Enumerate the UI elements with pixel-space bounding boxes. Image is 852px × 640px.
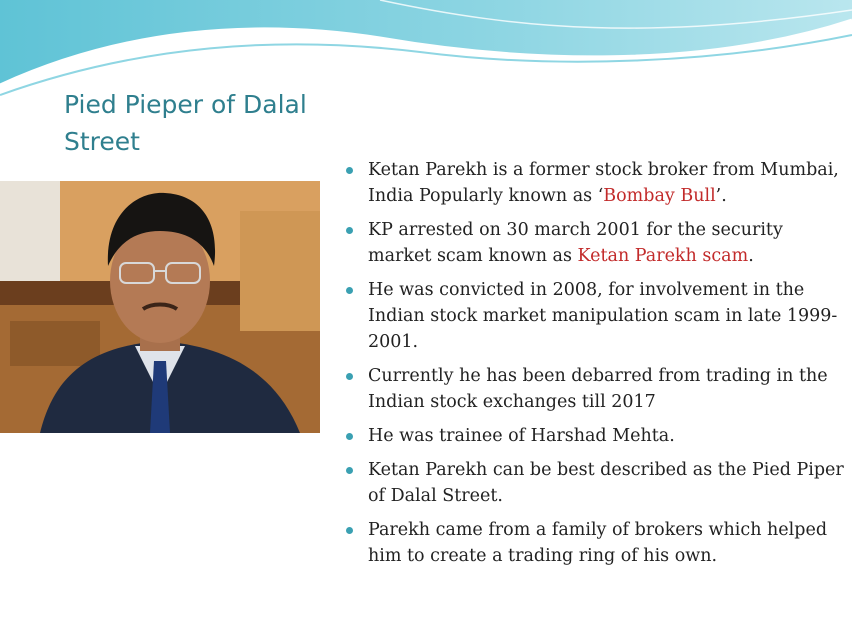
bullet-dot-icon: [346, 287, 353, 294]
portrait-photo: [0, 181, 320, 433]
bullet-dot-icon: [346, 227, 353, 234]
bullet-dot-icon: [346, 527, 353, 534]
bullet-item: [346, 157, 846, 209]
bullet-dot-icon: [346, 467, 353, 474]
bullet-highlight: Bombay Bull: [603, 186, 716, 206]
bullet-text: Parekh came from a family of brokers which helped him to create a trading ring of his own.: [368, 520, 828, 566]
bullet-dot-icon: [346, 373, 353, 380]
bullet-item: [346, 457, 846, 509]
slide-title: Pied Pieper of Dalal Street: [64, 90, 307, 156]
bullet-text: Ketan Parekh can be best described as the Pied Piper of Dalal Street.: [368, 460, 844, 506]
bullet-text-end: .: [748, 246, 754, 266]
bullet-list: [346, 157, 846, 577]
bullet-text: Ketan Parekh is a former stock broker from Mumbai, India Popularly known as ‘: [368, 160, 839, 206]
bullet-text: KP arrested on 30 march 2001 for the security market scam known as: [368, 220, 783, 266]
bullet-text-end: ’.: [715, 186, 727, 206]
bullet-highlight: Ketan Parekh scam: [577, 246, 749, 266]
bullet-text: He was trainee of Harshad Mehta.: [368, 426, 675, 446]
bullet-item: [346, 217, 846, 269]
bullet-item: [346, 423, 846, 449]
bullet-item: [346, 363, 846, 415]
bullet-text: He was convicted in 2008, for involvement in the Indian stock market manipulation scam in late 1999-2001.: [368, 280, 838, 352]
bullet-item: [346, 517, 846, 569]
bullet-dot-icon: [346, 167, 353, 174]
bullet-dot-icon: [346, 433, 353, 440]
bullet-text: Currently he has been debarred from trading in the Indian stock exchanges till 2017: [368, 366, 828, 412]
bullet-item: [346, 277, 846, 355]
